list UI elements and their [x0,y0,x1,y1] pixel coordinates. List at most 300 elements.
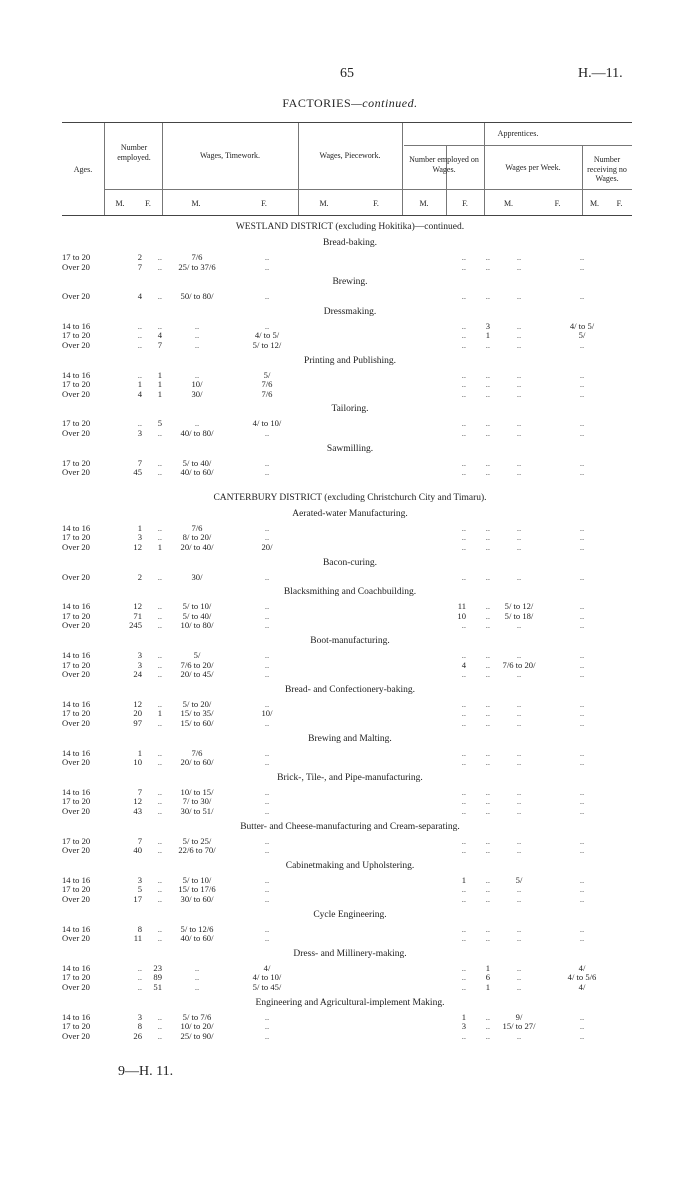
cell-wf: 20/ [261,542,273,552]
table-row [62,787,632,797]
cell-am: .. [461,532,466,543]
cell-age: 17 to 20 [62,379,91,390]
cell-pm: .. [516,786,522,797]
header-m: M. [419,199,429,208]
cell-wm: 10/ [191,379,203,390]
cell-pm: .. [516,252,522,262]
cell-am: .. [461,806,466,816]
cell-pm: .. [516,933,522,944]
cell-wm: 10/ to 80/ [180,620,214,631]
cell-wm: .. [194,369,200,380]
cell-pf: .. [579,428,585,438]
cell-wm: 30/ to 60/ [180,894,214,904]
cell-pm: .. [516,261,522,272]
table-row [62,845,632,855]
cell-pm: .. [516,620,522,631]
cell-wf: 5/ to 45/ [252,982,282,992]
cell-age: 14 to 16 [62,650,91,660]
table-row [62,379,632,389]
cell-wm: .. [194,340,200,350]
cell-f: .. [157,601,162,612]
cell-am: .. [461,708,466,719]
cell-wf: .. [264,620,270,631]
cell-af: 1 [485,962,490,973]
trade-heading: Cabinetmaking and Upholstering. [285,860,415,871]
table-row [62,389,632,399]
cell-m: 1 [137,747,142,758]
cell-pf: .. [579,379,585,390]
cell-f: .. [157,457,162,468]
cell-af: .. [485,542,490,552]
cell-pf: .. [579,806,585,816]
cell-m: 3 [137,650,142,660]
cell-m: 7 [137,261,142,272]
cell-pm: .. [516,340,522,350]
cell-age: Over 20 [62,718,90,728]
cell-wm: 40/ to 60/ [180,467,214,478]
cell-m: .. [137,982,142,992]
cell-pm: .. [516,542,522,552]
cell-wf: .. [264,261,270,272]
cell-pm: .. [516,972,522,983]
cell-af: .. [485,806,490,816]
cell-wf: .. [264,718,270,728]
trade-heading: Engineering and Agricultural-implement Making. [255,997,445,1008]
cell-f: .. [157,1021,162,1032]
cell-age: 17 to 20 [62,835,91,846]
header-m: M. [589,199,600,208]
cell-am: .. [461,923,466,934]
header-m: M. [191,199,201,208]
cell-am: .. [461,698,466,709]
cell-f: .. [157,1030,162,1041]
cell-pm: .. [516,806,522,816]
cell-wm: 5/ to 40/ [182,457,212,468]
cell-wm: 5/ to 10/ [182,601,212,612]
cell-age: 14 to 16 [62,874,91,885]
cell-af: .. [485,884,490,895]
header-wages-piecework: Wages, Piecework. [319,151,381,160]
table-row [62,252,632,262]
cell-f: .. [157,894,162,904]
cell-wf: .. [264,796,270,807]
cell-pf: .. [579,669,585,680]
cell-m: 4 [137,388,142,399]
cell-pm: .. [516,388,522,399]
cell-wf: .. [264,933,270,944]
cell-f: .. [157,669,162,680]
trade-heading: Sawmilling. [326,443,374,454]
cell-age: Over 20 [62,467,90,478]
cell-wm: 40/ to 80/ [180,428,214,438]
cell-af: .. [485,659,490,670]
cell-pm: .. [516,962,522,973]
cell-f: .. [157,620,162,631]
cell-f: .. [157,835,162,846]
cell-pm: .. [516,845,522,856]
cell-pm: 5/ [515,874,523,885]
table-row [62,669,632,679]
cell-f: 5 [157,418,162,429]
table-row [62,963,632,973]
cell-pm: .. [516,379,522,390]
cell-wf: 5/ [263,369,271,380]
table-row [62,1021,632,1031]
cell-pf: .. [579,571,585,582]
cell-f: 1 [157,542,162,552]
cell-am: .. [461,796,466,807]
cell-af: .. [485,388,490,399]
cell-m: 12 [133,698,142,709]
cell-wf: .. [264,698,270,709]
cell-f: .. [157,698,162,709]
cell-am: .. [461,428,466,438]
cell-age: Over 20 [62,261,90,272]
table-row [62,321,632,331]
cell-m: 1 [137,522,142,533]
cell-age: 17 to 20 [62,252,91,262]
cell-f: .. [157,796,162,807]
cell-age: 14 to 16 [62,698,91,709]
cell-am: .. [461,571,466,582]
cell-m: 245 [129,620,142,631]
cell-af: .. [485,718,490,728]
cell-m: 2 [137,252,142,262]
cell-af: .. [485,835,490,846]
cell-pm: .. [516,982,522,992]
cell-am: .. [461,933,466,944]
cell-age: 17 to 20 [62,796,91,807]
cell-wm: 30/ [191,571,203,582]
table-row [62,757,632,767]
district-heading: WESTLAND DISTRICT (excluding Hokitika)—continued. [235,222,465,232]
cell-wm: 5/ to 20/ [182,698,212,709]
cell-af: .. [485,261,490,272]
cell-age: 17 to 20 [62,610,91,621]
cell-am: .. [461,340,466,350]
table-row [62,1031,632,1041]
cell-am: .. [461,884,466,895]
cell-am: .. [461,835,466,846]
cell-am: .. [461,418,466,429]
cell-af: .. [485,1021,490,1032]
cell-wm: 22/6 to 70/ [178,845,216,856]
cell-wf: 7/6 [261,388,273,399]
header-number-employed: Number employed. [117,143,151,162]
cell-af: .. [485,669,490,680]
cell-pf: .. [579,894,585,904]
table-row [62,748,632,758]
cell-wf: .. [264,650,270,660]
cell-wf: 4/ [263,962,271,973]
page-number: 65 [340,66,354,81]
trade-heading: Dressmaking. [323,306,377,317]
cell-f: 1 [157,379,162,390]
cell-age: Over 20 [62,933,90,944]
cell-am: .. [461,669,466,680]
cell-wf: 4/ to 10/ [252,418,282,429]
cell-m: .. [137,962,142,973]
cell-f: .. [157,1011,162,1022]
cell-wm: 20/ to 45/ [180,669,214,680]
cell-wf: .. [264,835,270,846]
cell-am: .. [461,894,466,904]
cell-m: .. [137,330,142,341]
cell-f: 1 [157,369,162,380]
cell-af: 1 [485,982,490,992]
district-heading: CANTERBURY DISTRICT (excluding Christchurch City and Timaru). [213,492,487,503]
cell-wf: .. [264,894,270,904]
header-m: M. [115,199,125,208]
cell-f: .. [157,757,162,768]
cell-wm: .. [194,418,200,429]
cell-f: 1 [157,388,162,399]
cell-wf: .. [264,669,270,680]
cell-wm: 10/ to 20/ [180,1021,214,1032]
cell-m: 2 [137,571,142,582]
cell-age: 14 to 16 [62,1011,91,1022]
cell-af: .. [485,428,490,438]
cell-am: .. [461,718,466,728]
cell-pm: 15/ to 27/ [502,1021,536,1032]
trade-heading: Aerated-water Manufacturing. [292,508,408,519]
cell-pf: .. [579,1030,585,1041]
cell-am: .. [461,522,466,533]
cell-f: .. [157,467,162,478]
cell-wm: 8/ to 20/ [182,532,212,543]
cell-age: Over 20 [62,388,90,399]
cell-am: .. [461,1030,466,1041]
cell-m: 5 [137,884,142,895]
cell-am: .. [461,291,466,302]
cell-age: Over 20 [62,845,90,856]
cell-wf: .. [264,252,270,262]
table-row [62,924,632,934]
cell-pf: .. [579,532,585,543]
header-f: F. [145,199,151,208]
cell-wm: 5/ to 10/ [182,874,212,885]
cell-wf: 5/ to 12/ [252,340,282,350]
cell-pf: .. [579,369,585,380]
cell-age: Over 20 [62,669,90,680]
cell-af: .. [485,457,490,468]
cell-pm: .. [516,747,522,758]
trade-heading: Printing and Publishing. [303,355,397,366]
cell-age: Over 20 [62,757,90,768]
cell-age: 17 to 20 [62,884,91,895]
cell-f: .. [157,884,162,895]
cell-m: 17 [133,894,142,904]
cell-pm: .. [516,418,522,429]
cell-af: 1 [485,330,490,341]
table-row [62,620,632,630]
cell-pf: .. [579,708,585,719]
cell-wm: 30/ [191,388,203,399]
cell-am: 3 [461,1021,466,1032]
cell-pf: .. [579,650,585,660]
cell-wf: .. [264,757,270,768]
table-row [62,532,632,542]
cell-am: .. [461,786,466,797]
cell-m: 8 [137,923,142,934]
table-row [62,660,632,670]
cell-m: 11 [133,933,142,944]
table-row [62,340,632,350]
cell-f: .. [157,571,162,582]
header-app-employed: Number employed on Wages. [409,155,479,174]
cell-age: 17 to 20 [62,1021,91,1032]
cell-wm: 20/ to 60/ [180,757,214,768]
cell-m: 7 [137,457,142,468]
cell-m: 3 [137,874,142,885]
cell-wf: .. [264,1011,270,1022]
cell-wm: 5/ to 12/6 [180,923,214,934]
cell-af: .. [485,757,490,768]
table-row [62,370,632,380]
cell-pm: .. [516,669,522,680]
table-row [62,467,632,477]
cell-age: Over 20 [62,428,90,438]
cell-f: 51 [153,982,162,992]
cell-pm: .. [516,650,522,660]
cell-f: .. [157,532,162,543]
table-row [62,875,632,885]
cell-pm: 9/ [515,1011,523,1022]
cell-wm: 7/6 to 20/ [180,659,214,670]
page-title: FACTORIES—continued. [282,96,418,110]
table-row [62,884,632,894]
cell-wm: .. [194,962,200,973]
cell-pm: .. [516,718,522,728]
cell-af: .. [485,923,490,934]
cell-wm: 7/ to 30/ [182,796,212,807]
cell-age: 14 to 16 [62,320,91,331]
cell-wm: 15/ to 17/6 [178,884,216,895]
cell-pf: .. [579,601,585,612]
cell-am: .. [461,747,466,758]
cell-af: .. [485,933,490,944]
cell-pf: .. [579,1021,585,1032]
cell-pm: .. [516,884,522,895]
trade-heading: Bacon-curing. [322,557,378,568]
cell-af: .. [485,467,490,478]
cell-wm: .. [194,972,200,983]
cell-wf: .. [264,845,270,856]
cell-age: 14 to 16 [62,786,91,797]
cell-pf: .. [579,874,585,885]
cell-pf: .. [579,659,585,670]
cell-am: .. [461,369,466,380]
cell-wm: .. [194,320,200,331]
cell-f: .. [157,747,162,758]
cell-f: 89 [153,972,162,983]
table-row [62,650,632,660]
cell-age: 17 to 20 [62,708,91,719]
table-row [62,428,632,438]
cell-age: 14 to 16 [62,522,91,533]
cell-af: .. [485,601,490,612]
cell-pm: .. [516,330,522,341]
cell-am: .. [461,261,466,272]
trade-heading: Bread- and Confectionery-baking. [284,684,416,695]
cell-wf: .. [264,467,270,478]
cell-am: 10 [457,610,466,621]
cell-age: Over 20 [62,982,90,992]
cell-m: 8 [137,1021,142,1032]
cell-wf: .. [264,874,270,885]
cell-wf: .. [264,1030,270,1041]
cell-pm: .. [516,894,522,904]
cell-m: 12 [133,796,142,807]
cell-age: 14 to 16 [62,747,91,758]
cell-pf: .. [579,698,585,709]
cell-f: .. [157,933,162,944]
cell-f: .. [157,806,162,816]
cell-af: .. [485,894,490,904]
cell-af: 6 [485,972,490,983]
cell-pm: .. [516,291,522,302]
cell-pf: .. [579,757,585,768]
cell-m: 71 [133,610,142,621]
cell-wf: .. [264,786,270,797]
cell-m: 43 [133,806,142,816]
cell-wf: .. [264,428,270,438]
cell-wf: .. [264,610,270,621]
cell-f: .. [157,845,162,856]
table-row [62,933,632,943]
cell-wf: 4/ to 10/ [252,972,282,983]
cell-af: .. [485,786,490,797]
cell-am: .. [461,650,466,660]
cell-pm: .. [516,1030,522,1041]
cell-f: .. [157,522,162,533]
table-row [62,708,632,718]
cell-pf: 4/ [578,962,586,973]
cell-f: .. [157,252,162,262]
cell-wf: .. [264,601,270,612]
cell-pm: .. [516,796,522,807]
cell-wf: .. [264,747,270,758]
table-row [62,699,632,709]
cell-age: 14 to 16 [62,962,91,973]
cell-pm: .. [516,457,522,468]
table-row [62,894,632,904]
cell-wf: .. [264,532,270,543]
trade-heading: Butter- and Cheese-manufacturing and Cream-separating. [240,821,460,832]
cell-wf: .. [264,457,270,468]
cell-pf: .. [579,718,585,728]
cell-pf: .. [579,542,585,552]
cell-m: 26 [133,1030,142,1041]
header-f: F. [261,199,267,208]
cell-wm: 15/ to 35/ [180,708,214,719]
cell-pf: .. [579,388,585,399]
table-row [62,262,632,272]
cell-age: 14 to 16 [62,601,91,612]
cell-am: .. [461,757,466,768]
table-row [62,291,632,301]
table-row [62,542,632,552]
cell-wm: 7/6 [191,252,203,262]
cell-pf: .. [579,835,585,846]
cell-wf: .. [264,571,270,582]
cell-f: 4 [157,330,162,341]
cell-am: 1 [461,874,466,885]
trade-heading: Brewing and Malting. [308,733,392,744]
table-row [62,601,632,611]
cell-pm: .. [516,428,522,438]
cell-wf: .. [264,522,270,533]
